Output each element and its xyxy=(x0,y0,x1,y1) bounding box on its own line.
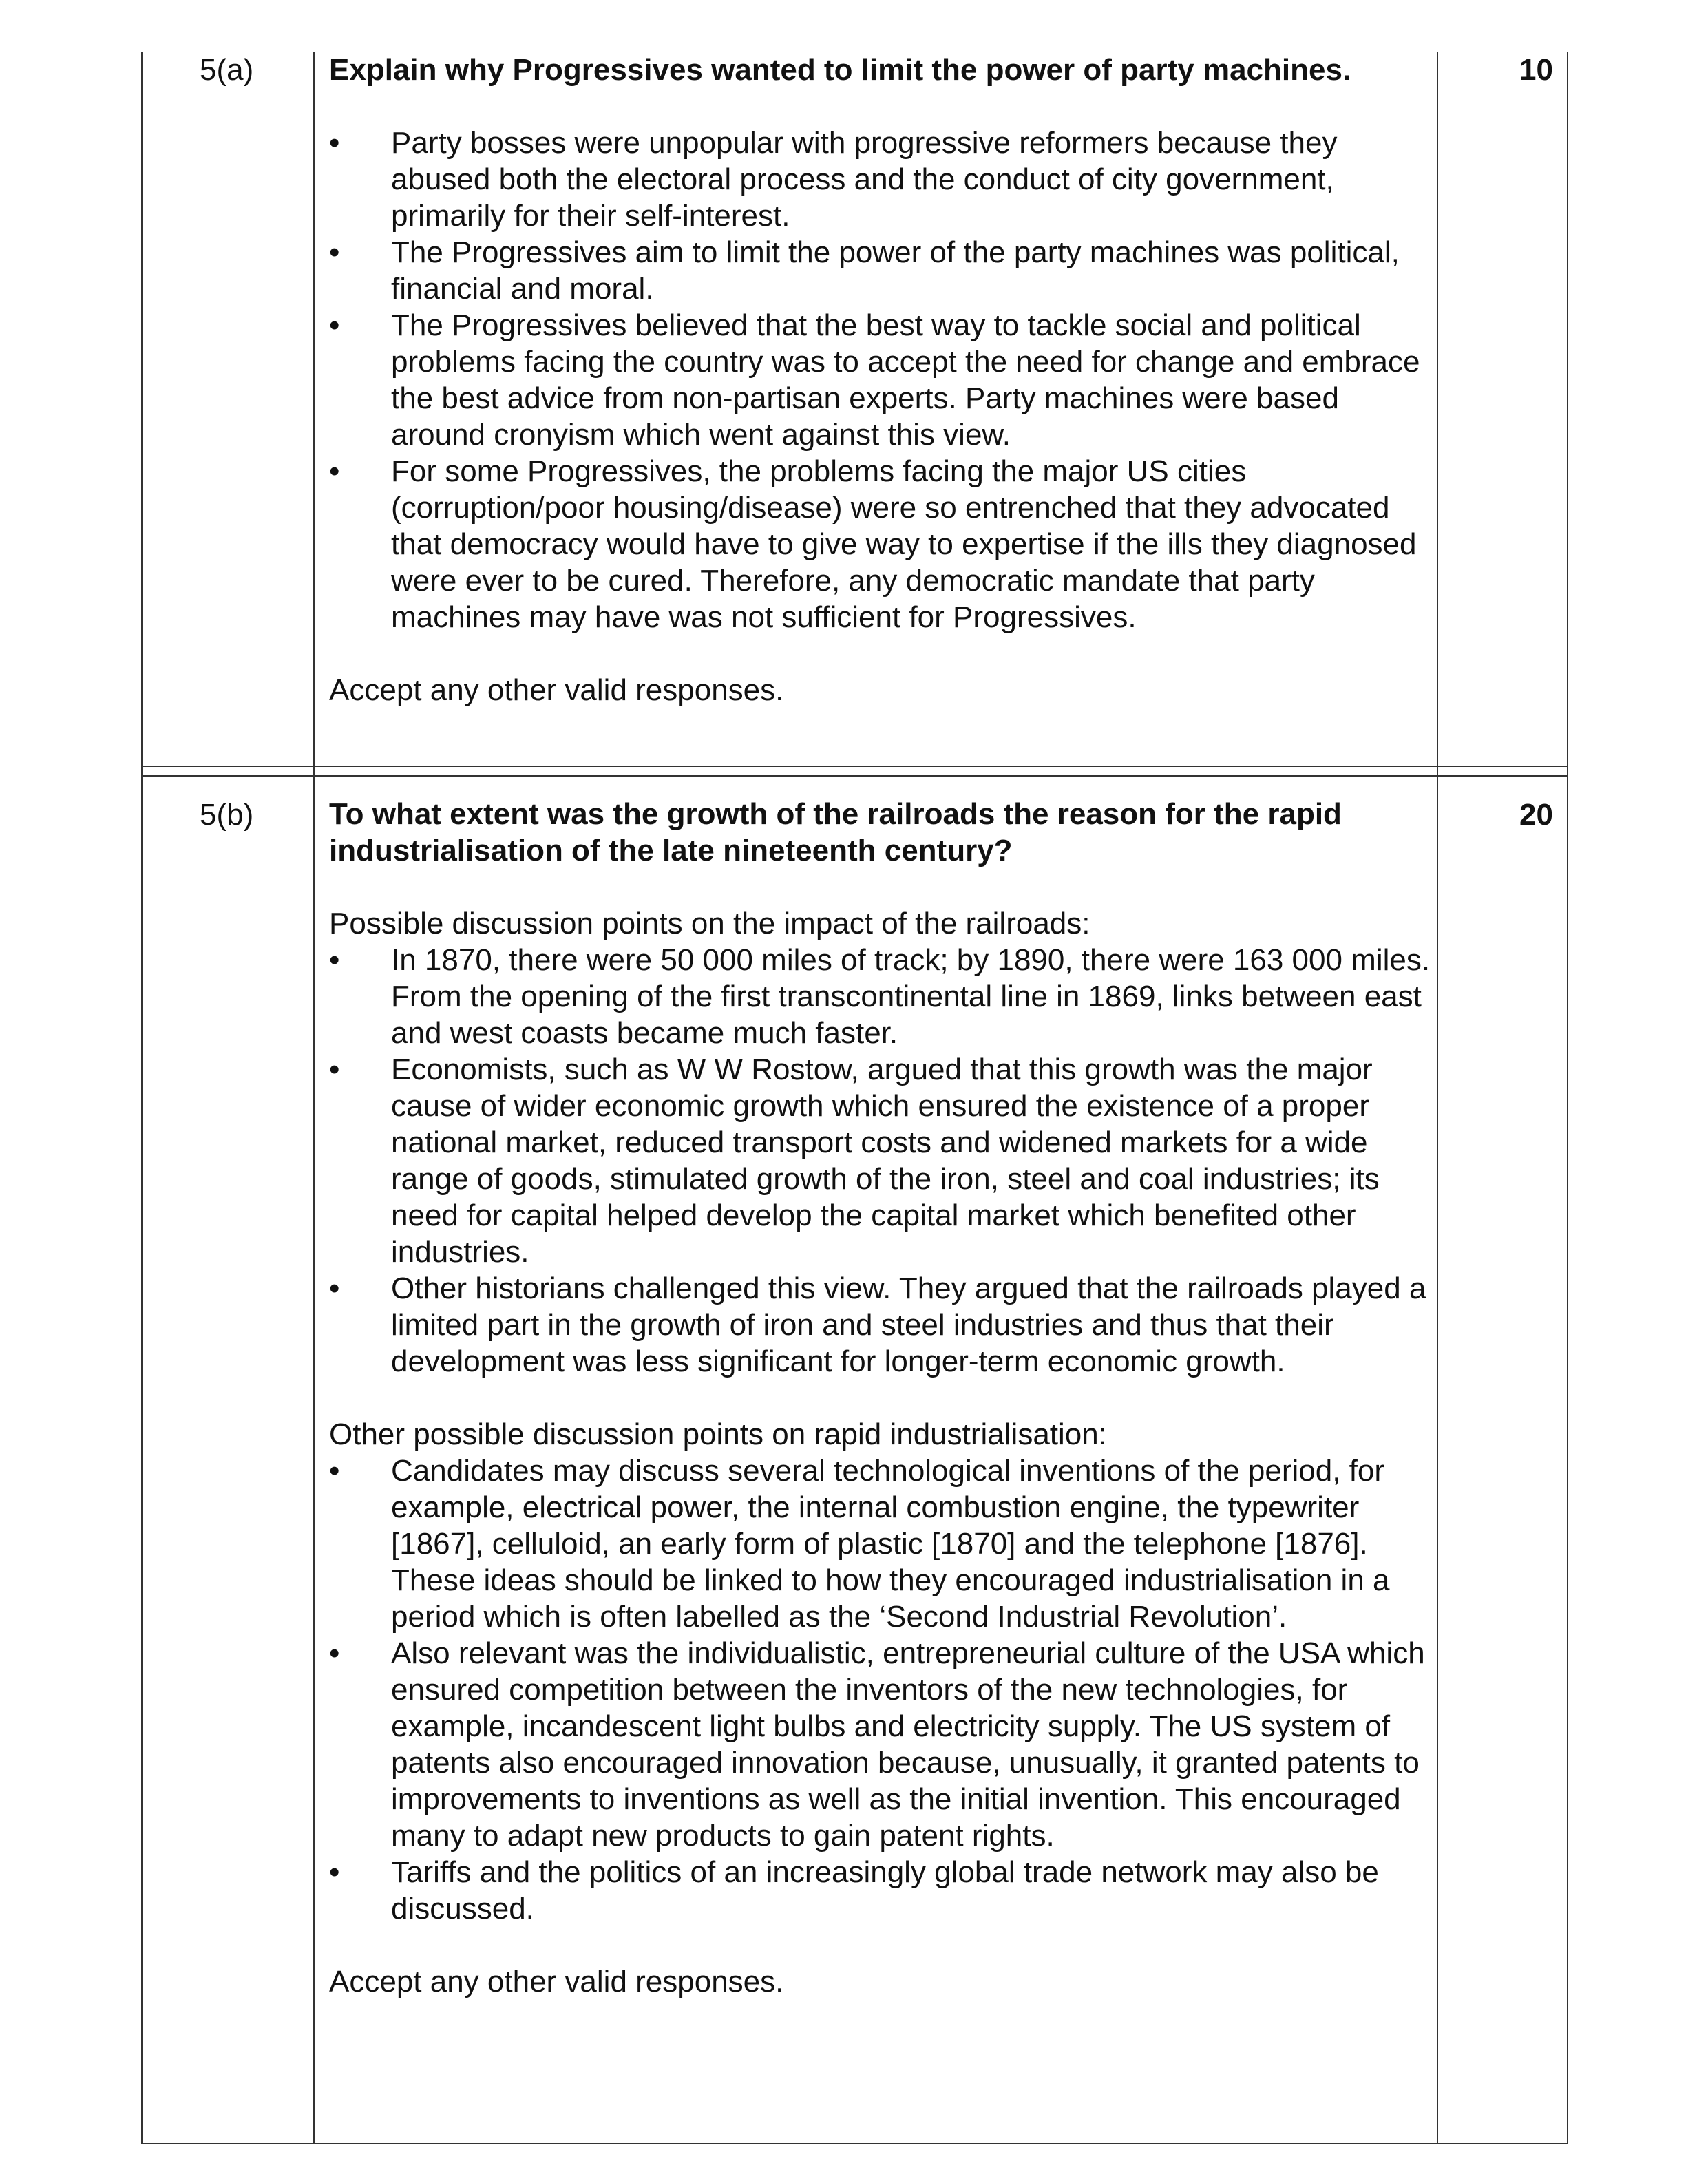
bullet-icon: • xyxy=(329,1855,340,1889)
question-title: To what extent was the growth of the railroads the reason for the rapid industrialisation of the late nineteenth century? xyxy=(329,797,1342,867)
table-divider-number-content xyxy=(313,52,315,2144)
bullet-icon: • xyxy=(329,454,340,488)
list-item: • The Progressives aim to limit the power of the party machines was political, financial and moral. xyxy=(329,235,1400,306)
row-separator-bottom xyxy=(141,775,1568,777)
list-item: • Candidates may discuss several technological inventions of the period, for example, electrical power, the internal combustion engine, the typewriter [1867], celluloid, an early form of plastic [1870] and the telephone [1876]. These ideas should be linked to how they encouraged industrialisation in a period which is often labelled as the ‘Second Industrial Revolution’. xyxy=(329,1454,1390,1634)
list-item: • The Progressives believed that the best way to tackle social and political problems facing the country was to accept the need for change and embrace the best advice from non-partisan experts. Party machines were based around cronyism which went against this view. xyxy=(329,308,1420,452)
bullet-icon: • xyxy=(329,126,340,160)
table-border-left xyxy=(141,52,143,2144)
bullet-icon: • xyxy=(329,308,340,342)
bullet-icon: • xyxy=(329,1636,340,1670)
question-marks: 10 xyxy=(1519,53,1553,87)
bullet-icon: • xyxy=(329,1272,340,1305)
bullet-list xyxy=(329,942,1431,1380)
table-border-right xyxy=(1567,52,1568,2144)
list-item: • For some Progressives, the problems facing the major US cities (corruption/poor housing/disease) were so entrenched that they advocated that democracy would have to give way to expertise if the ills they diagnosed were ever to be cured. Therefore, any democratic mandate that party machines may have was not sufficient for Progressives. xyxy=(329,454,1417,634)
bullet-list xyxy=(329,1453,1431,1927)
question-number: 5(b) xyxy=(200,798,254,832)
list-item: • Party bosses were unpopular with progressive reformers because they abused both the electoral process and the conduct of city government, primarily for their self-interest. xyxy=(329,126,1338,233)
section-heading: Possible discussion points on the impact of the railroads: xyxy=(329,907,1090,940)
bullet-icon: • xyxy=(329,1454,340,1488)
list-item: • Tariffs and the politics of an increasingly global trade network may also be discussed. xyxy=(329,1855,1379,1926)
bullet-list xyxy=(329,125,1431,635)
closing-note: Accept any other valid responses. xyxy=(329,1965,784,1999)
row-separator-top xyxy=(141,766,1568,767)
list-item: • Economists, such as W W Rostow, argued that this growth was the major cause of wider economic growth which ensured the existence of a proper national market, reduced transport costs and widened markets for a wide range of goods, stimulated growth of the iron, steel and coal industries; its need for capital helped develop the capital market which benefited other industries. xyxy=(329,1053,1380,1269)
list-item: • Other historians challenged this view. They argued that the railroads played a limited part in the growth of iron and steel industries and thus that their development was less significant for longer-term economic growth. xyxy=(329,1272,1426,1378)
answer-content xyxy=(329,52,1431,708)
question-title: Explain why Progressives wanted to limit the power of party machines. xyxy=(329,53,1351,87)
question-number: 5(a) xyxy=(200,53,254,87)
bullet-icon: • xyxy=(329,1053,340,1086)
bullet-icon: • xyxy=(329,943,340,977)
answer-content xyxy=(329,796,1431,2000)
question-marks: 20 xyxy=(1519,798,1553,832)
closing-note: Accept any other valid responses. xyxy=(329,673,784,707)
list-item: • Also relevant was the individualistic, entrepreneurial culture of the USA which ensured competition between the inventors of the new technologies, for example, incandescent light bulbs and electricity supply. The US system of patents also encouraged innovation because, unusually, it granted patents to improvements to inventions as well as the initial invention. This encouraged many to adapt new products to gain patent rights. xyxy=(329,1636,1425,1853)
bullet-icon: • xyxy=(329,235,340,269)
list-item: • In 1870, there were 50 000 miles of track; by 1890, there were 163 000 miles. From the opening of the first transcontinental line in 1869, links between east and west coasts became much faster. xyxy=(329,943,1431,1050)
table-border-bottom xyxy=(141,2143,1568,2144)
table-divider-content-marks xyxy=(1437,52,1438,2144)
section-heading: Other possible discussion points on rapid industrialisation: xyxy=(329,1417,1107,1451)
